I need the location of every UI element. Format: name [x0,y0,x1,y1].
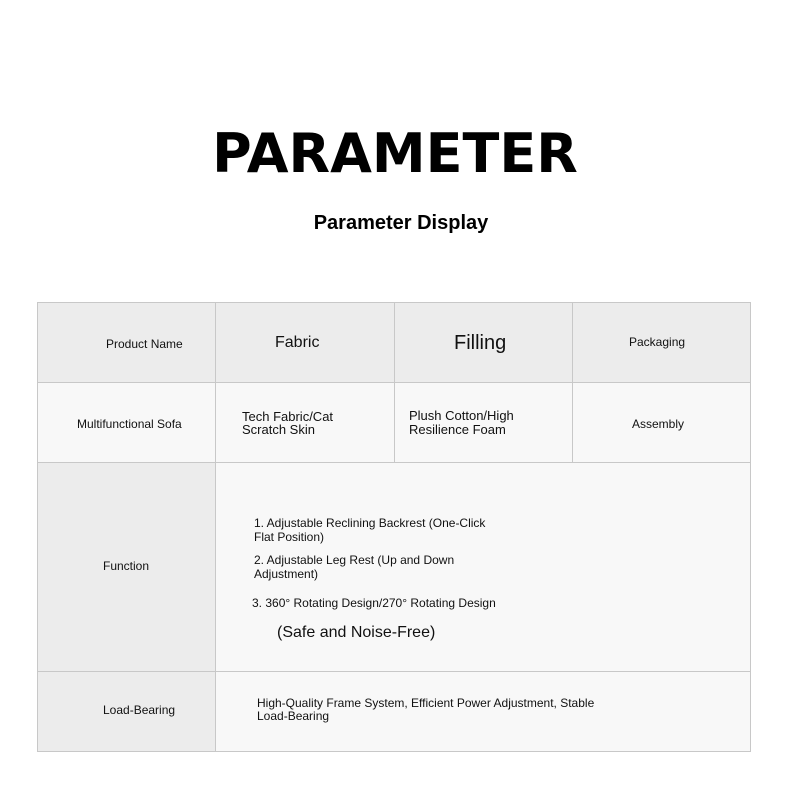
header-cell-filling [394,302,573,383]
function-item2-line2: Adjustment) [254,567,319,581]
header-fabric: Fabric [275,334,320,351]
header-cell-packaging [572,302,751,383]
cell-filling [394,382,573,463]
cell-function-label [37,462,216,672]
cell-fabric [215,382,395,463]
cell-function-value [215,462,751,672]
load-bearing-label: Load-Bearing [103,703,176,717]
fabric-value-line2: Scratch Skin [242,422,315,437]
function-note: (Safe and Noise-Free) [277,624,436,641]
load-bearing-line1: High-Quality Frame System, Efficient Power Adjustment, Stable [257,696,595,710]
function-item2-line1: 2. Adjustable Leg Rest (Up and Down [254,553,455,567]
cell-product-name [37,382,216,463]
load-bearing-line2: Load-Bearing [257,709,330,723]
header-product-name: Product Name [106,337,183,351]
filling-value-line2: Resilience Foam [409,422,506,437]
packaging-value: Assembly [632,417,685,431]
cell-packaging [572,382,751,463]
filling-value-line1: Plush Cotton/High [409,408,514,423]
function-item1-line1: 1. Adjustable Reclining Backrest (One-Click [254,516,486,530]
page-title: PARAMETER [212,122,578,185]
header-filling: Filling [454,332,507,354]
page-subtitle: Parameter Display [313,212,489,234]
fabric-value-line1: Tech Fabric/Cat [242,409,334,424]
function-label: Function [103,559,150,573]
product-name-value: Multifunctional Sofa [77,417,182,431]
cell-load-bearing-label [37,671,216,752]
header-packaging: Packaging [629,335,686,349]
header-cell-fabric [215,302,395,383]
function-item3: 3. 360° Rotating Design/270° Rotating Design [252,596,496,610]
header-cell-product-name [37,302,216,383]
function-item1-line2: Flat Position) [254,530,325,544]
cell-load-bearing-value [215,671,751,752]
